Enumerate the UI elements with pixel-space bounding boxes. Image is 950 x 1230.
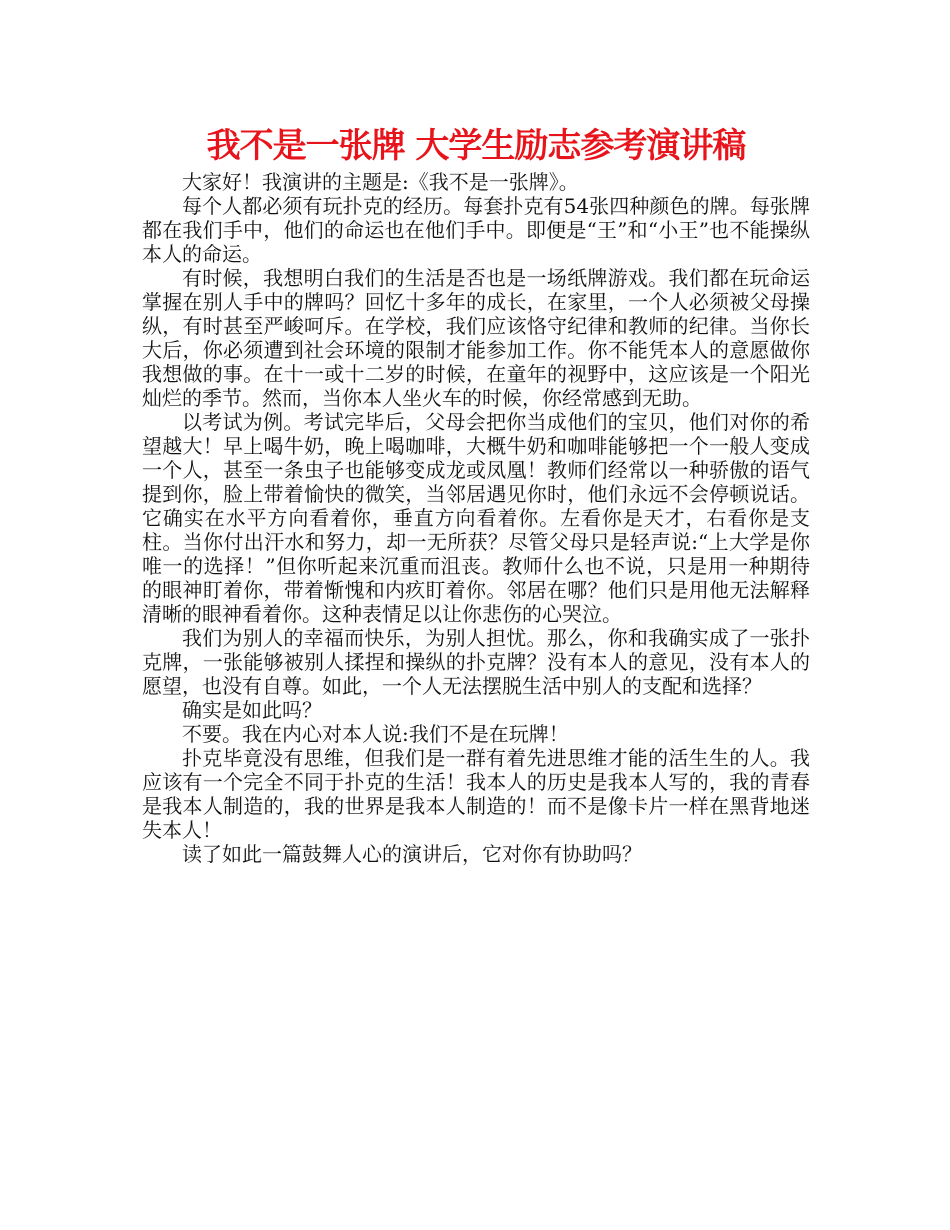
paragraph: 扑克毕竟没有思维，但我们是一群有着先进思维才能的活生生的人。我应该有一个完全不同于扑克的生活！我本人的历史是我本人写的，我的青春是我本人制造的，我的世界是我本人制造的！而不是像卡片一样在黑背地迷失本人！ (142, 746, 810, 842)
document-body (142, 170, 810, 866)
paragraph: 以考试为例。考试完毕后，父母会把你当成他们的宝贝，他们对你的希望越大！早上喝牛奶，晚上喝咖啡，大概牛奶和咖啡能够把一个一般人变成一个人，甚至一条虫子也能够变成龙或凤凰！教师们经常以一种骄傲的语气提到你，脸上带着愉快的微笑，当邻居遇见你时，他们永远不会停顿说话。它确实在水平方向看着你，垂直方向看着你。左看你是天才，右看你是支柱。当你付出汗水和努力，却一无所获？尽管父母只是轻声说:“上大学是你唯一的选择！”但你听起来沉重而沮丧。教师什么也不说，只是用一种期待的眼神盯着你，带着惭愧和内疚盯着你。邻居在哪？他们只是用他无法解释清晰的眼神看着你。这种表情足以让你悲伤的心哭泣。 (142, 410, 810, 626)
document-title: 我不是一张牌 大学生励志参考演讲稿 (206, 126, 746, 166)
paragraph: 有时候，我想明白我们的生活是否也是一场纸牌游戏。我们都在玩命运掌握在别人手中的牌吗？回忆十多年的成长，在家里，一个人必须被父母操纵，有时甚至严峻呵斥。在学校，我们应该恪守纪律和教师的纪律。当你长大后，你必须遭到社会环境的限制才能参加工作。你不能凭本人的意愿做你我想做的事。在十一或十二岁的时候，在童年的视野中，这应该是一个阳光灿烂的季节。然而，当你本人坐火车的时候，你经常感到无助。 (142, 266, 810, 410)
paragraph: 大家好！我演讲的主题是:《我不是一张牌》。 (182, 170, 579, 194)
paragraph: 不要。我在内心对本人说:我们不是在玩牌！ (182, 722, 569, 746)
paragraph: 每个人都必须有玩扑克的经历。每套扑克有54张四种颜色的牌。每张牌都在我们手中，他们的命运也在他们手中。即便是“王”和“小王”也不能操纵本人的命运。 (142, 194, 810, 266)
paragraph: 读了如此一篇鼓舞人心的演讲后，它对你有协助吗？ (182, 842, 642, 866)
document-page (142, 122, 810, 866)
paragraph: 我们为别人的幸福而快乐，为别人担忧。那么，你和我确实成了一张扑克牌，一张能够被别人揉捏和操纵的扑克牌？没有本人的意见，没有本人的愿望，也没有自尊。如此，一个人无法摆脱生活中别人的支配和选择？ (142, 626, 810, 698)
paragraph: 确实是如此吗？ (182, 698, 322, 722)
